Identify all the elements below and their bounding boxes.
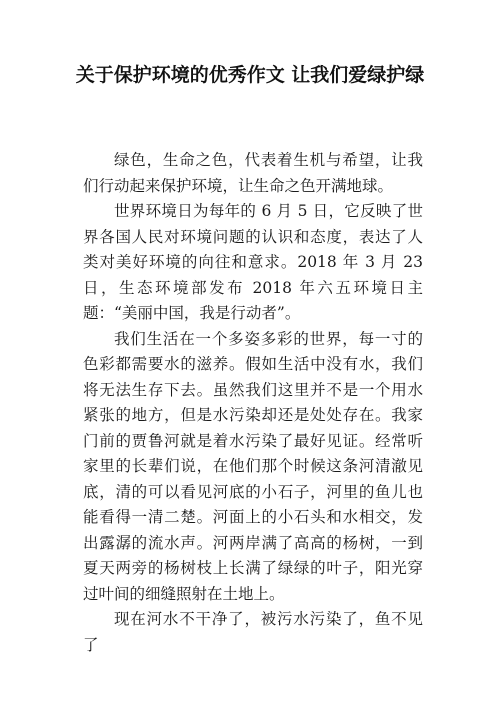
paragraph: 现在河水不干净了，被污水污染了，鱼不见了 bbox=[83, 610, 423, 654]
document-body bbox=[83, 148, 423, 658]
paragraph: 绿色，生命之色，代表着生机与希望，让我们行动起来保护环境，让生命之色开满地球。 bbox=[83, 151, 423, 195]
paragraph: 我们生活在一个多姿多彩的世界，每一寸的色彩都需要水的滋养。假如生活中没有水，我们将无法生存下去。虽然我们这里并不是一个用水紧张的地方，但是水污染却还是处处存在。我家门前的贾鲁河就是着水污染了最好见证。经常听家里的长辈们说，在他们那个时候这条河清澈见底，清的可以看见河底的小石子，河里的鱼儿也能看得一清二楚。河面上的小石头和水相交，发出露潺的流水声。河两岸满了高高的杨树，一到夏天两旁的杨树枝上长满了绿绿的叶子，阳光穿过叶间的细缝照射在土地上。 bbox=[83, 329, 423, 603]
paragraph: 世界环境日为每年的 6 月 5 日，它反映了世界各国人民对环境问题的认识和态度，表达了人类对美好环境的向往和意求。2018 年 3 月 23 日，生态环境部发布 2018 年六五环境日主题：“美丽中国，我是行动者”。 bbox=[83, 202, 423, 322]
document-title: 关于保护环境的优秀作文 让我们爱绿护绿 bbox=[75, 64, 425, 86]
